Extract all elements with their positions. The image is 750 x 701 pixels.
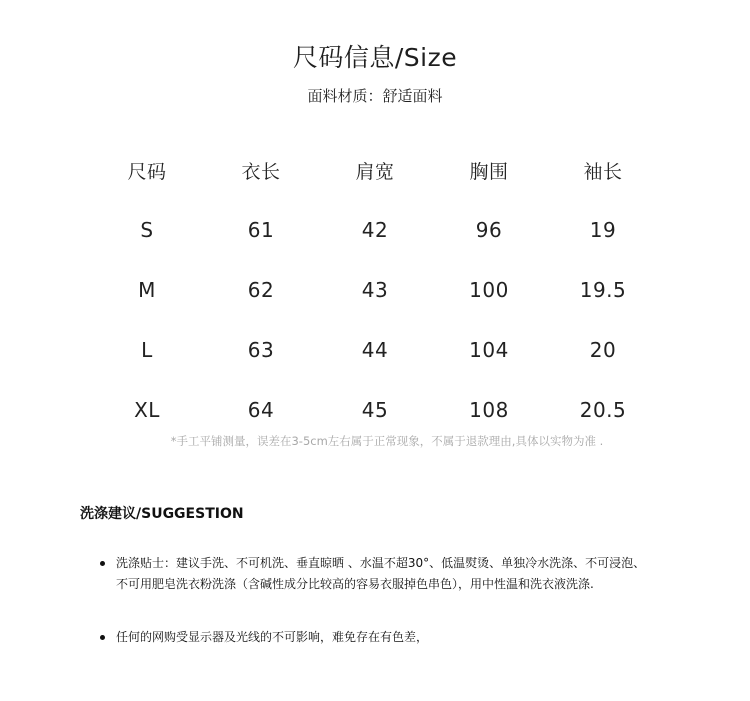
header-length: 衣长: [241, 160, 281, 183]
measurement-note: *手工平铺测量，误差在3-5cm左右属于正常现象，不属于退款理由,具体以实物为准 .: [170, 434, 604, 448]
table-cell: 19.5: [579, 278, 627, 302]
color-disclaimer: 任何的网购受显示器及光线的不可影响，难免存在有色差，: [116, 630, 429, 644]
care-instructions-list: [98, 553, 658, 648]
table-cell: 44: [361, 338, 389, 362]
table-cell: 43: [361, 278, 389, 302]
table-row: [90, 320, 660, 380]
care-tip-line: 不可用肥皂洗衣粉洗涤（含碱性成分比较高的容易衣服掉色串色），用中性温和洗衣液洗涤.: [116, 577, 594, 591]
list-item: [98, 627, 658, 648]
table-cell: 96: [475, 218, 503, 242]
table-cell: 108: [469, 398, 509, 422]
table-cell: 61: [247, 218, 275, 242]
table-cell: 20.5: [579, 398, 627, 422]
table-cell: 42: [361, 218, 389, 242]
material-info: 面料材质：舒适面料: [307, 87, 443, 105]
page-title: 尺码信息/Size: [292, 43, 458, 72]
table-cell: 20: [589, 338, 617, 362]
bullet-icon: [100, 561, 105, 566]
table-cell: L: [141, 338, 153, 362]
table-cell: 45: [361, 398, 389, 422]
table-row: [90, 260, 660, 320]
table-cell: 64: [247, 398, 275, 422]
header-sleeve: 袖长: [583, 160, 623, 183]
size-table: [90, 140, 660, 440]
care-tip-line: 洗涤贴士：建议手洗、不可机洗、垂直晾晒 、水温不超30°、低温熨烫、单独冷水洗涤、不可浸泡、: [116, 556, 646, 570]
list-item: [98, 553, 658, 595]
table-cell: 104: [469, 338, 509, 362]
header-size: 尺码: [127, 160, 167, 183]
table-cell: 19: [589, 218, 617, 242]
table-cell: 63: [247, 338, 275, 362]
header-chest: 胸围: [469, 160, 509, 183]
table-cell: M: [138, 278, 156, 302]
table-row: [90, 200, 660, 260]
table-cell: 62: [247, 278, 275, 302]
table-cell: 100: [469, 278, 509, 302]
table-cell: S: [140, 218, 154, 242]
bullet-icon: [100, 635, 105, 640]
suggestion-heading: 洗涤建议/SUGGESTION: [80, 506, 244, 522]
header-shoulder: 肩宽: [355, 160, 395, 183]
table-cell: XL: [134, 398, 160, 422]
table-row: [90, 380, 660, 440]
table-header-row: [90, 140, 660, 200]
